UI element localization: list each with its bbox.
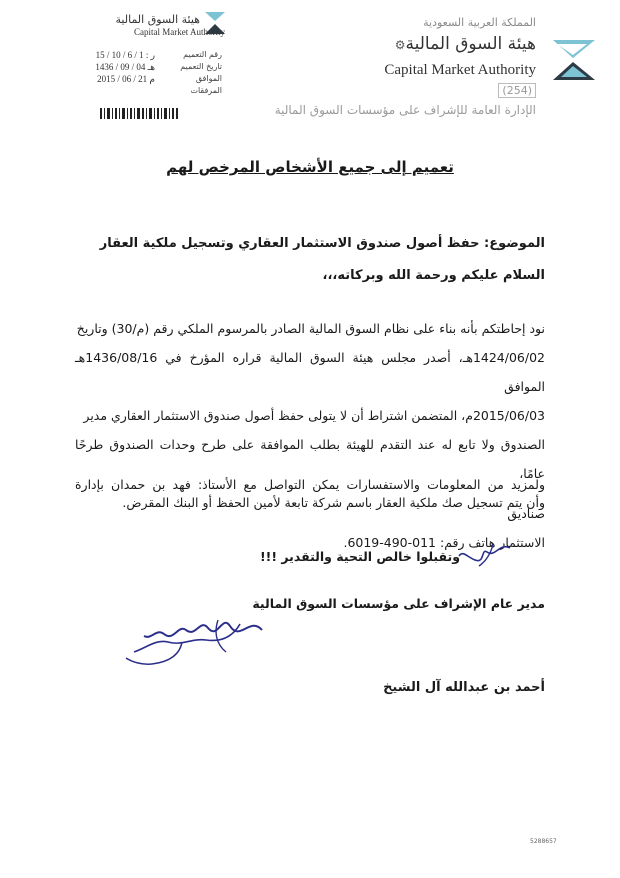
stamp-label: تاريخ التعميم (180, 62, 222, 71)
stamp-label: المرفقات (190, 86, 222, 95)
authority-name-en: Capital Market Authority (384, 62, 536, 78)
signatory-title: مدير عام الإشراف على مؤسسات السوق المالية (252, 596, 545, 611)
paragraph-line: وأن يتم تسجيل صك ملكية العقار باسم شركة تابعة لأمين الحفظ أو البنك المقرض. (122, 495, 545, 510)
stamp-authority-ar: هيئة السوق المالية (115, 13, 200, 26)
paragraph-line: الصندوق ولا تابع له عند التقدم للهيئة بطلب الموافقة على طرح وحدات الصندوق طرحًا عامًا، (75, 437, 545, 481)
emblem-icon: ⚙ (394, 38, 406, 52)
department-name: الإدارة العامة للإشراف على مؤسسات السوق المالية (274, 103, 536, 117)
paragraph-line: 1424/06/02هـ، أصدر مجلس هيئة السوق المالية قراره المؤرخ في 1436/08/16هـ الموافق (75, 350, 545, 394)
document-code: 5288657 (530, 838, 557, 845)
paragraph-line: ولمزيد من المعلومات والاستفسارات يمكن التواصل مع الأستاذ: فهد بن حمدان بإدارة صناديق (75, 477, 545, 521)
authority-name-ar: هيئة السوق المالية⚙ (394, 34, 536, 54)
stamp-labels (162, 49, 222, 97)
circular-title: تعميم إلى جميع الأشخاص المرخص لهم (166, 158, 454, 176)
closing-remark: وتقبلوا خالص التحية والتقدير !!! (259, 549, 460, 564)
greeting: السلام عليكم ورحمة الله وبركاته،،، (322, 268, 545, 283)
paragraph-line: 2015/06/03م، المتضمن اشتراط أن لا يتولى حفظ أصول صندوق الاستثمار العقاري مدير (83, 408, 545, 423)
signatory-name: أحمد بن عبدالله آل الشيخ (383, 680, 545, 695)
stamp-values (75, 49, 155, 85)
paragraph-line: نود إحاطتكم بأنه بناء على نظام السوق المالية الصادر بالمرسوم الملكي رقم (م/30) وتاريخ (76, 321, 545, 336)
subject-line: الموضوع: حفظ أصول صندوق الاستثمار العقاري وتسجيل ملكية العقار (99, 236, 545, 251)
cma-logo-icon (553, 40, 595, 80)
reference-number: (254) (498, 83, 536, 98)
circular-date-hijri: 1436 / 09 / 04 هـ (95, 62, 155, 72)
stamp-label: رقم التعميم (183, 50, 222, 59)
barcode-icon (100, 108, 178, 119)
paragraph-line: الاستثمار هاتف رقم: 011-490-6019. (343, 535, 545, 550)
kingdom-name: المملكة العربية السعودية (423, 16, 536, 29)
stamp-label: الموافق (195, 74, 222, 83)
signature-image (122, 612, 270, 668)
initials-image (455, 540, 515, 570)
circular-date-gregorian: 2015 / 06 / 21 م (97, 74, 155, 84)
circular-number: 15 / 10 / 6 / 1 : ر (95, 50, 155, 60)
stamp-authority-en: Capital Market Authority (134, 27, 225, 37)
